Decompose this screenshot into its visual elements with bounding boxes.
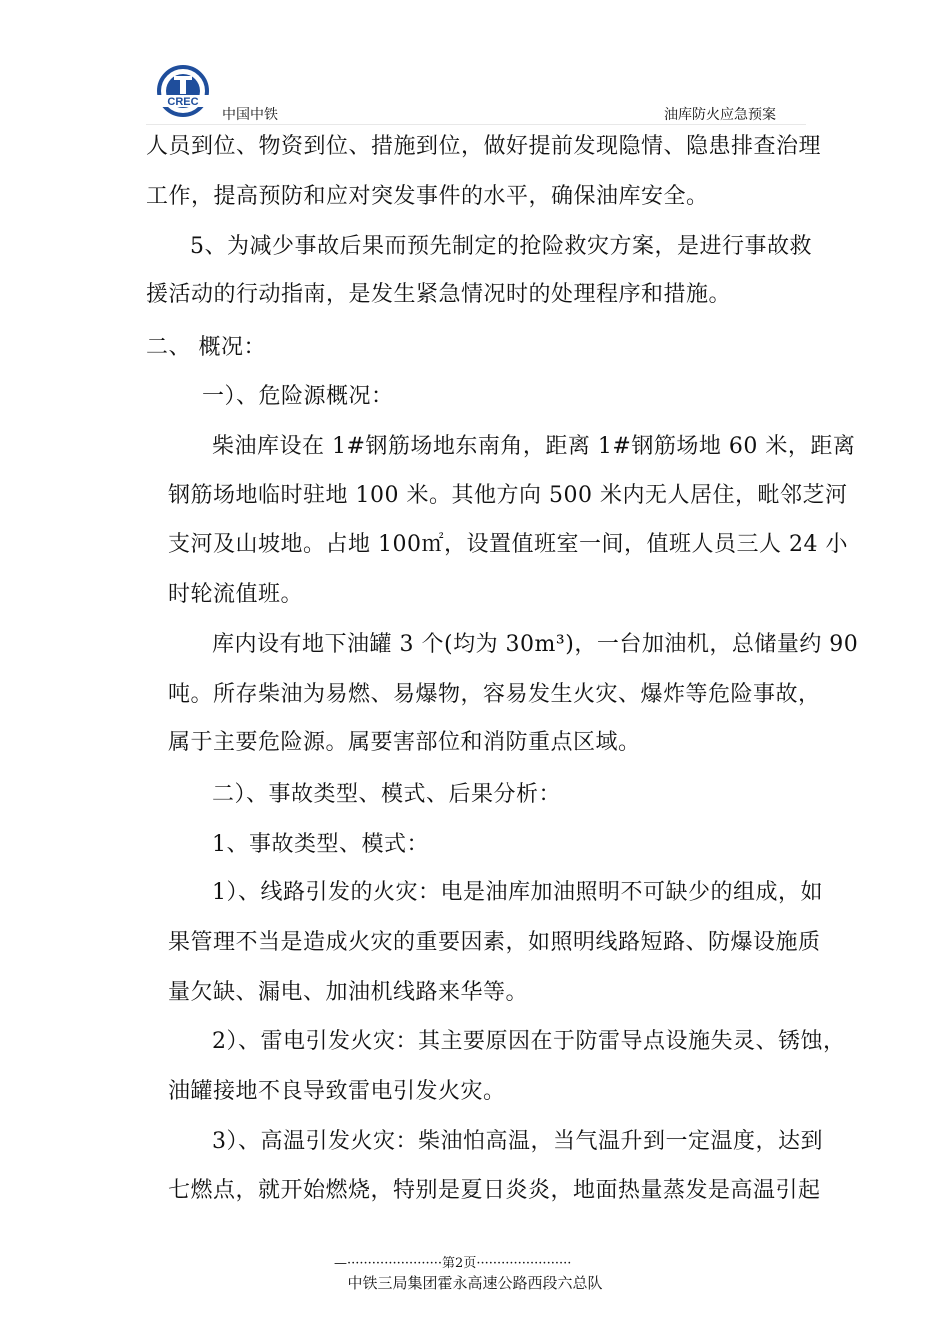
body-line: 工作，提高预防和应对突发事件的水平，确保油库安全。: [146, 184, 709, 209]
body-line: 3）、高温引发火灾：柴油怕高温，当气温升到一定温度，达到: [212, 1129, 823, 1154]
body-line: 支河及山坡地。占地 100㎡，设置值班室一间，值班人员三人 24 小: [168, 532, 848, 557]
footer-organization: 中铁三局集团霍永高速公路西段六总队: [347, 1274, 603, 1292]
subsection-heading: 二）、事故类型、模式、后果分析：: [212, 782, 562, 807]
body-line: 果管理不当是造成火灾的重要因素，如照明线路短路、防爆设施质: [168, 930, 821, 955]
body-line: 吨。所存柴油为易燃、易爆物，容易发生火灾、爆炸等危险事故，: [168, 682, 821, 707]
body-line: 援活动的行动指南，是发生紧急情况时的处理程序和措施。: [146, 282, 732, 307]
body-line: 人员到位、物资到位、措施到位，做好提前发现隐情、隐患排查治理: [146, 134, 822, 159]
logo-text: CREC: [167, 96, 199, 108]
body-line: 钢筋场地临时驻地 100 米。其他方向 500 米内无人居住，毗邻芝河: [168, 483, 848, 508]
body-line: 2）、雷电引发火灾：其主要原因在于防雷导点设施失灵、锈蚀，: [212, 1029, 846, 1054]
body-line: 库内设有地下油罐 3 个(均为 30m³)，一台加油机，总储量约 90: [212, 632, 859, 657]
body-line: 量欠缺、漏电、加油机线路来华等。: [168, 980, 529, 1005]
body-line: 七燃点，就开始燃烧，特别是夏日炎炎，地面热量蒸发是高温引起: [168, 1178, 821, 1203]
body-line: 1、事故类型、模式：: [212, 832, 429, 857]
header-divider: [146, 124, 806, 125]
body-line: 油罐接地不良导致雷电引发火灾。: [168, 1079, 506, 1104]
subsection-heading: 一）、危险源概况：: [202, 384, 394, 409]
section-heading: 二、 概况：: [146, 335, 266, 360]
crec-logo: [152, 64, 214, 118]
body-line: 1）、线路引发的火灾：电是油库加油照明不可缺少的组成，如: [212, 880, 823, 905]
body-line: 时轮流值班。: [168, 582, 304, 607]
header-company: 中国中铁: [222, 107, 278, 123]
page-number: —·······················第2页·······················: [334, 1256, 572, 1271]
body-line: 柴油库设在 1#钢筋场地东南角，距离 1#钢筋场地 60 米，距离: [212, 434, 856, 459]
body-line: 属于主要危险源。属要害部位和消防重点区域。: [168, 730, 641, 755]
body-line: 5、为减少事故后果而预先制定的抢险救灾方案，是进行事故救: [190, 234, 812, 259]
header-title: 油库防火应急预案: [664, 107, 776, 123]
